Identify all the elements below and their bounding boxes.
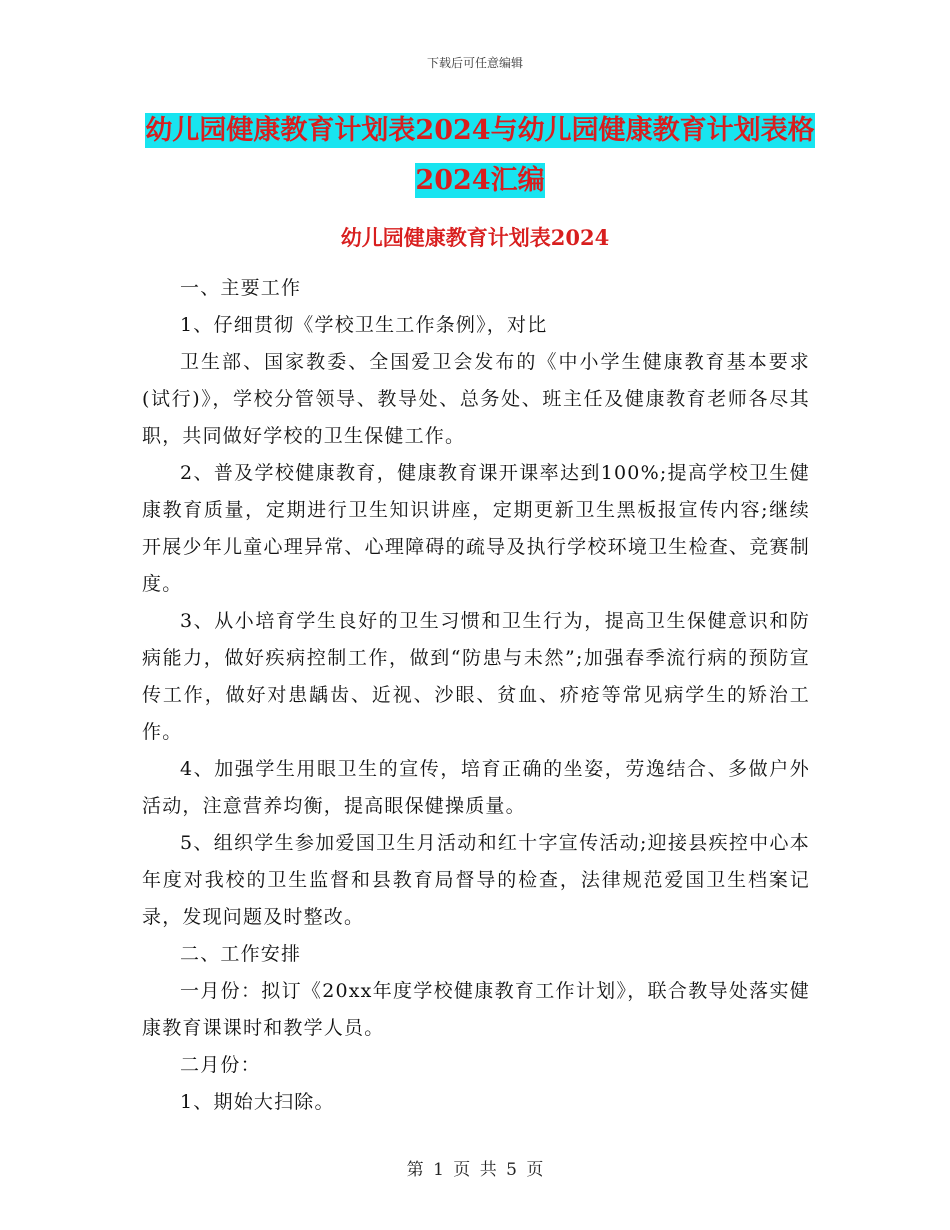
paragraph-february-item-1: 1、期始大扫除。 [180,1091,335,1113]
paragraph-item-1-detail: 卫生部、国家教委、全国爱卫会发布的《中小学生健康教育基本要求(试行)》，学校分管领导、教导处、总务处、班主任及健康教育老师各尽其职，共同做好学校的卫生保健工作。 [142,351,810,447]
section-title: 幼儿园健康教育计划表2024 [340,225,610,250]
paragraph-item-5: 5、组织学生参加爱国卫生月活动和红十字宣传活动;迎接县疾控中心本年度对我校的卫生监督和县教育局督导的检查，法律规范爱国卫生档案记录，发现问题及时整改。 [142,832,810,928]
paragraph-item-3: 3、从小培育学生良好的卫生习惯和卫生行为，提高卫生保健意识和防病能力，做好疾病控制工作，做到“防患与未然”;加强春季流行病的预防宣传工作，做好对患龋齿、近视、沙眼、贫血、疥疮等常见病学生的矫治工作。 [142,610,810,743]
paragraph-february: 二月份： [180,1054,261,1076]
page-footer: 第 1 页 共 5 页 [406,1160,544,1180]
paragraph-item-1: 1、仔细贯彻《学校卫生工作条例》，对比 [180,314,548,336]
document-title [140,106,820,206]
document-title-text: 幼儿园健康教育计划表2024与幼儿园健康教育计划表格2024汇编 [145,115,815,196]
document-body [142,270,810,1121]
paragraph-heading-main-work: 一、主要工作 [180,277,302,299]
paragraph-item-2: 2、普及学校健康教育，健康教育课开课率达到100%;提高学校卫生健康教育质量，定期进行卫生知识讲座，定期更新卫生黑板报宣传内容;继续开展少年儿童心理异常、心理障碍的疏导及执行学校环境卫生检查、竞赛制度。 [142,462,810,595]
paragraph-january: 一月份：拟订《20xx年度学校健康教育工作计划》，联合教导处落实健康教育课课时和教学人员。 [142,980,810,1039]
paragraph-item-4: 4、加强学生用眼卫生的宣传，培育正确的坐姿，劳逸结合、多做户外活动，注意营养均衡，提高眼保健操质量。 [142,758,810,817]
paragraph-heading-work-schedule: 二、工作安排 [180,943,302,965]
header-note: 下载后可任意编辑 [426,56,523,70]
